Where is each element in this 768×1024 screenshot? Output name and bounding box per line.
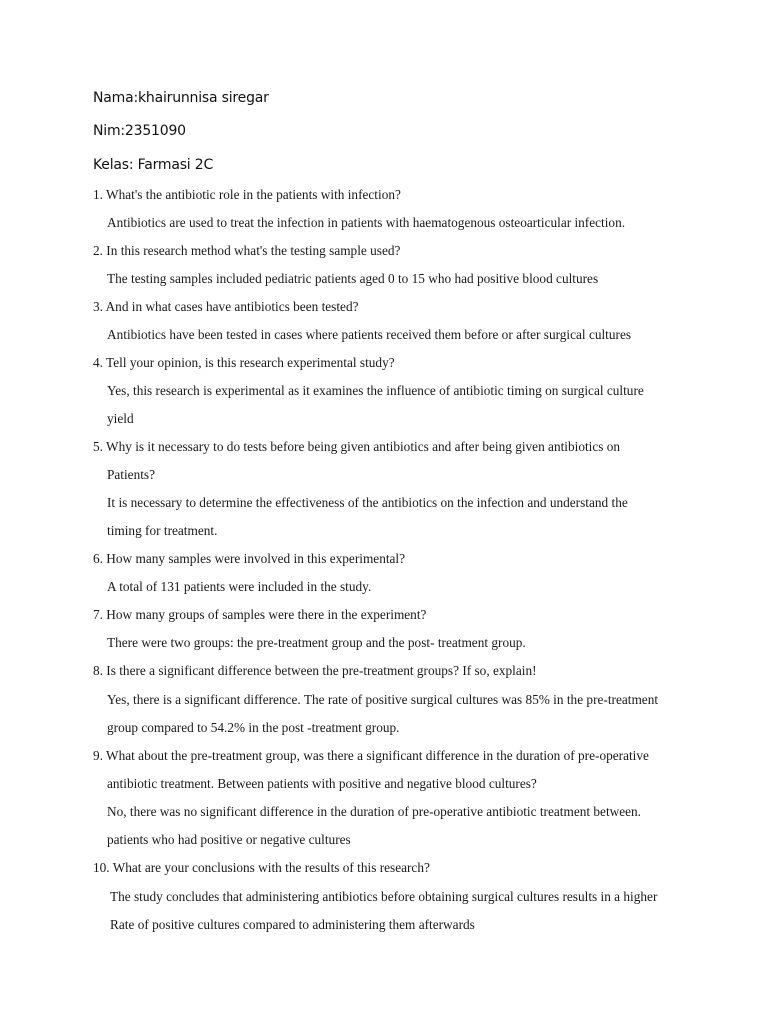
question-10: 10. What are your conclusions with the results of this research? bbox=[93, 860, 430, 875]
question-1: 1. What's the antibiotic role in the patients with infection? bbox=[93, 187, 401, 202]
answer-4-line-1: Yes, this research is experimental as it examines the influence of antibiotic timing on surgical culture bbox=[107, 383, 644, 398]
question-5-line-2: Patients? bbox=[107, 467, 156, 482]
answer-7: There were two groups: the pre-treatment group and the post- treatment group. bbox=[107, 635, 526, 650]
question-4: 4. Tell your opinion, is this research experimental study? bbox=[93, 355, 395, 370]
answer-4-line-2: yield bbox=[107, 411, 134, 426]
answer-8-line-2: group compared to 54.2% in the post -treatment group. bbox=[107, 720, 400, 735]
answer-9-line-1: No, there was no significant difference in the duration of pre-operative antibiotic treatment between. bbox=[107, 804, 642, 819]
answer-2: The testing samples included pediatric patients aged 0 to 15 who had positive blood cultures bbox=[107, 271, 599, 286]
answer-9-line-2: patients who had positive or negative cultures bbox=[107, 832, 351, 847]
question-9-line-2: antibiotic treatment. Between patients with positive and negative blood cultures? bbox=[107, 776, 537, 791]
question-9-line-1: 9. What about the pre-treatment group, was there a significant difference in the duration of pre-operative bbox=[93, 748, 649, 763]
answer-10-line-1: The study concludes that administering antibiotics before obtaining surgical cultures results in a higher bbox=[110, 889, 658, 904]
question-5-line-1: 5. Why is it necessary to do tests before being given antibiotics and after being given antibiotics on bbox=[93, 439, 621, 454]
question-8: 8. Is there a significant difference between the pre-treatment groups? If so, explain! bbox=[93, 663, 537, 678]
student-name: Nama:khairunnisa siregar bbox=[93, 90, 269, 106]
student-nim: Nim:2351090 bbox=[93, 123, 186, 139]
answer-5-line-1: It is necessary to determine the effectiveness of the antibiotics on the infection and understand the bbox=[107, 495, 628, 510]
student-class: Kelas: Farmasi 2C bbox=[93, 157, 214, 173]
answer-6: A total of 131 patients were included in the study. bbox=[107, 579, 372, 594]
answer-5-line-2: timing for treatment. bbox=[107, 523, 218, 538]
question-7: 7. How many groups of samples were there in the experiment? bbox=[93, 607, 427, 622]
answer-10-line-2: Rate of positive cultures compared to administering them afterwards bbox=[110, 917, 475, 932]
question-2: 2. In this research method what's the testing sample used? bbox=[93, 243, 401, 258]
question-3: 3. And in what cases have antibiotics been tested? bbox=[93, 299, 359, 314]
answer-1: Antibiotics are used to treat the infection in patients with haematogenous osteoarticular infection. bbox=[107, 215, 626, 230]
answer-3: Antibiotics have been tested in cases where patients received them before or after surgical cultures bbox=[107, 327, 632, 342]
answer-8-line-1: Yes, there is a significant difference. The rate of positive surgical cultures was 85% in the pre-treatment bbox=[107, 692, 659, 707]
question-6: 6. How many samples were involved in this experimental? bbox=[93, 551, 406, 566]
